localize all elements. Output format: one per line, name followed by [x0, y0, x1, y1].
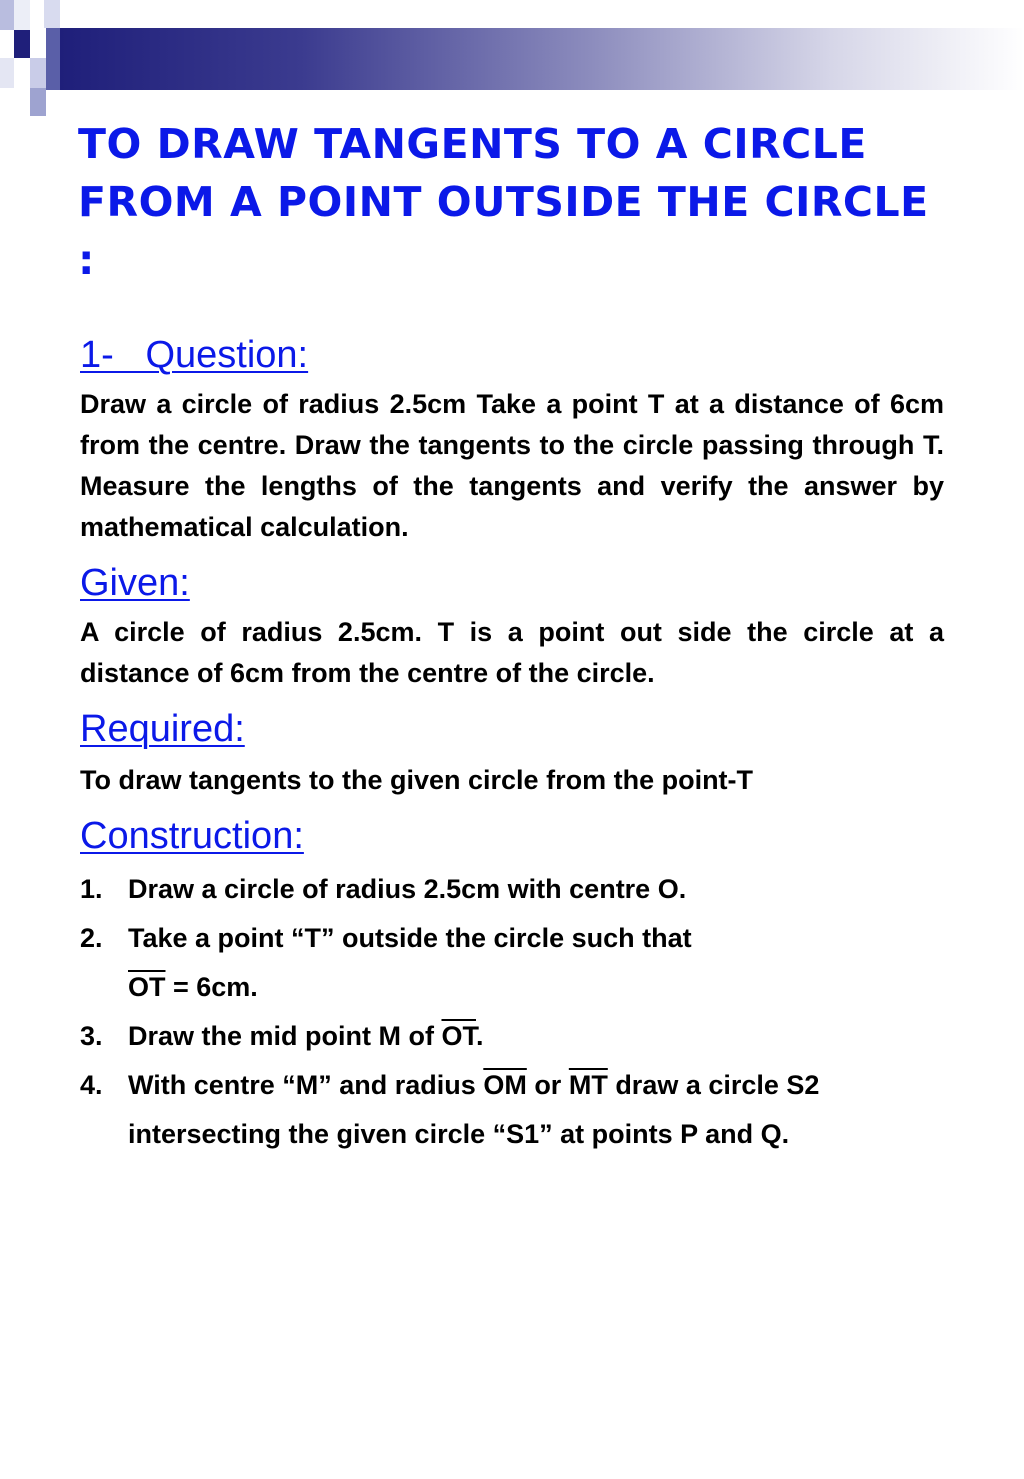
- construction-step: [80, 1061, 944, 1159]
- construction-step: [80, 914, 944, 1012]
- given-section: [80, 558, 944, 694]
- step-text: Take a point “T” outside the circle such that: [128, 923, 692, 953]
- line-segment-mt: $\overline{MT}$: [568, 1070, 608, 1100]
- question-heading: 1- Question:: [80, 334, 309, 376]
- line-segment-ot: $\overline{OT}$: [441, 1021, 476, 1051]
- step-text: draw a circle S2 intersecting the given circle “S1” at points P and Q.: [128, 1070, 820, 1149]
- required-heading: Required:: [80, 708, 245, 750]
- header-square: [0, 58, 14, 88]
- step-number: 1.: [80, 874, 103, 904]
- document-body: [80, 330, 944, 1159]
- construction-step: [80, 865, 944, 914]
- step-text: .: [476, 1021, 484, 1051]
- header-square: [14, 30, 30, 58]
- given-heading: Given:: [80, 562, 190, 604]
- given-text: A circle of radius 2.5cm. T is a point out side the circle at a distance of 6cm from the centre of the circle.: [80, 617, 944, 688]
- step-text: = 6cm.: [165, 972, 258, 1002]
- construction-section: [80, 811, 944, 1159]
- step-text: Draw a circle of radius 2.5cm with centre O.: [128, 874, 687, 904]
- construction-heading: Construction:: [80, 815, 304, 857]
- header-square: [30, 88, 46, 116]
- page-title: TO DRAW TANGENTS TO A CIRCLE FROM A POINT OUTSIDE THE CIRCLE :: [78, 120, 929, 284]
- line-segment-ot: $\overline{OT}$: [128, 972, 166, 1002]
- header-square: [46, 28, 60, 90]
- step-number: 4.: [80, 1070, 103, 1100]
- question-section: [80, 330, 944, 548]
- header-square: [0, 0, 14, 30]
- step-text: Draw the mid point M of: [128, 1021, 442, 1051]
- question-text: Draw a circle of radius 2.5cm Take a point T at a distance of 6cm from the centre. Draw the tangents to the circle passing through T. Measure the lengths of the tangents and verify the answer by mathematical calculation.: [80, 389, 944, 542]
- required-section: [80, 704, 944, 801]
- line-segment-om: $\overline{OM}$: [483, 1070, 527, 1100]
- step-text: or: [526, 1070, 569, 1100]
- construction-step: [80, 1012, 944, 1061]
- step-text: With centre “M” and radius: [128, 1070, 484, 1100]
- construction-steps: [80, 865, 944, 1159]
- required-text: To draw tangents to the given circle from the point-T: [80, 765, 754, 795]
- header-square: [14, 0, 30, 30]
- header-square: [30, 58, 46, 88]
- header-square: [44, 0, 60, 28]
- header-gradient-bar: [60, 28, 1024, 90]
- step-number: 2.: [80, 923, 103, 953]
- step-number: 3.: [80, 1021, 103, 1051]
